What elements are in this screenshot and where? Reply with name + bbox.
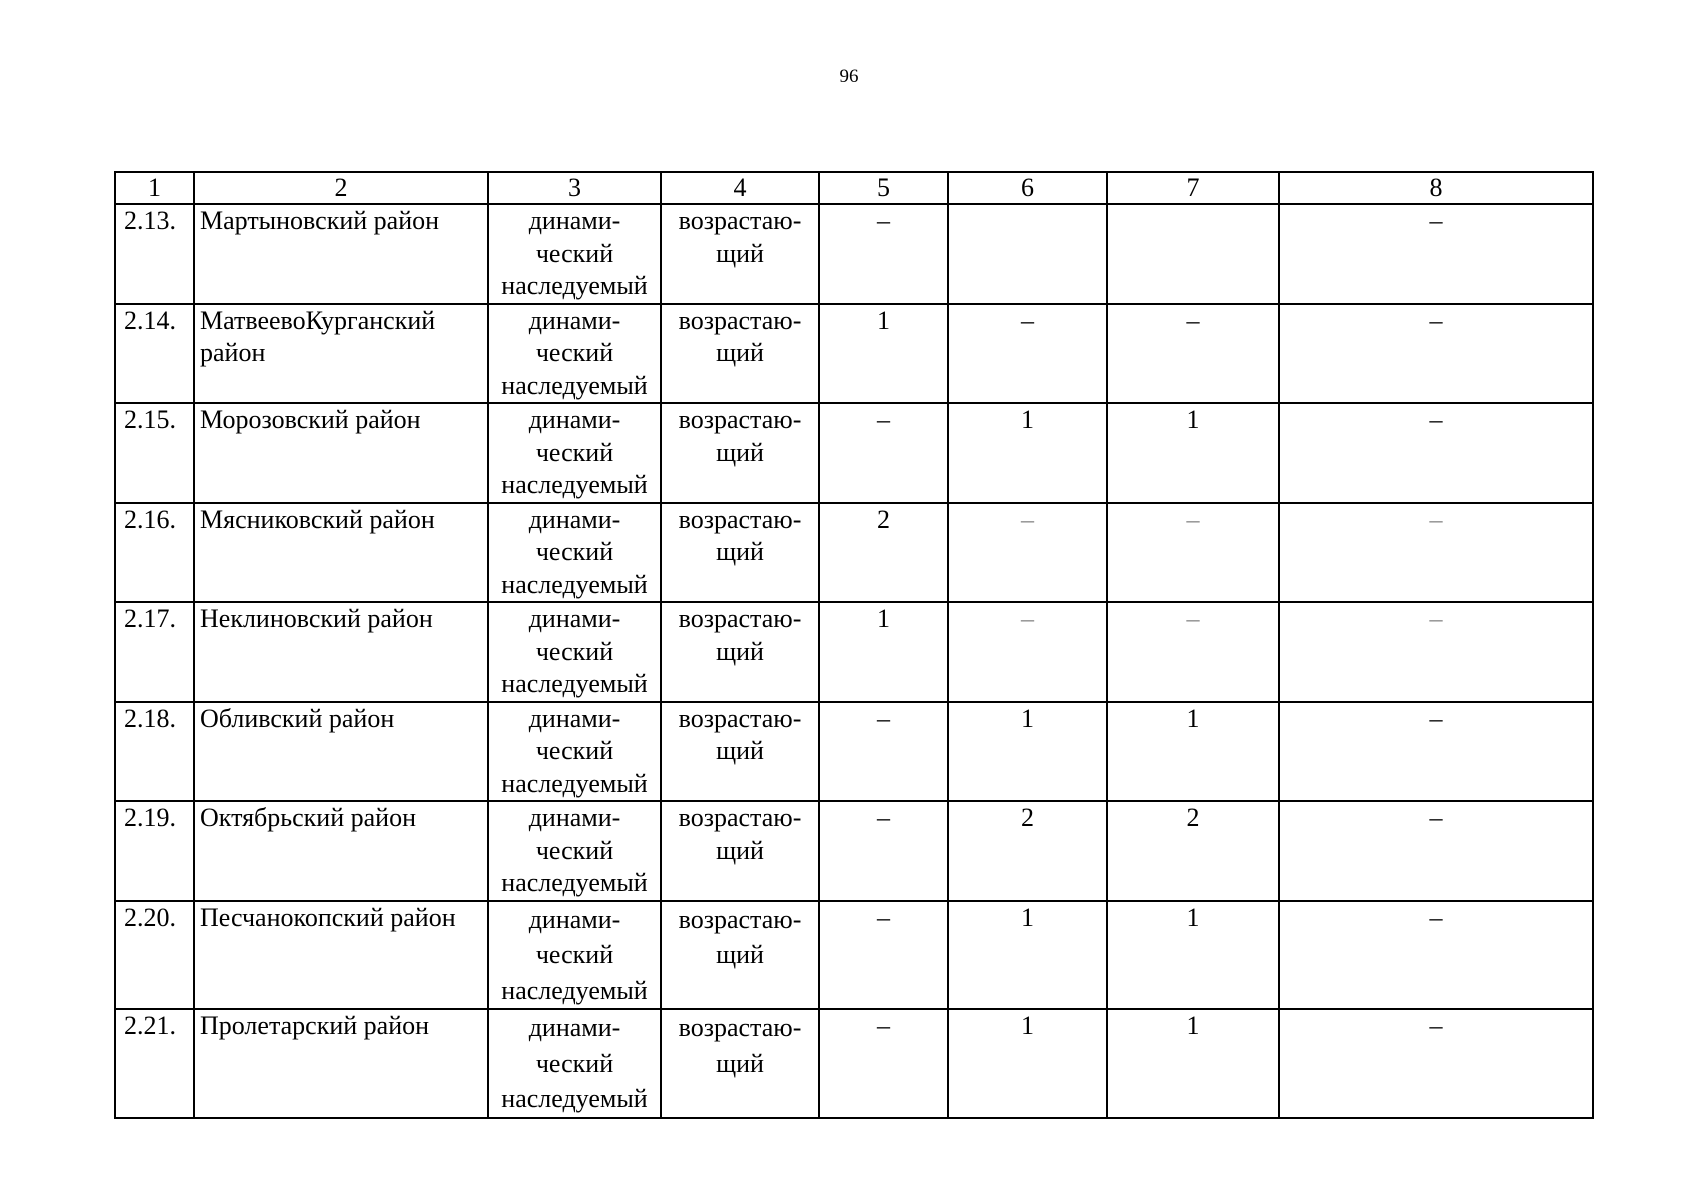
type-line: ческий [535,736,614,765]
column-header: 2 [194,172,488,204]
type-cell [488,1009,661,1118]
type-line: динами- [528,803,621,832]
trend-line: щий [716,835,764,865]
col6-value: – [948,602,1107,702]
type-cell [488,702,661,802]
col8-value: – [1279,204,1593,304]
table-row [115,602,1593,702]
trend-line: возрастаю- [678,405,802,434]
type-line: наследуемый [501,1084,648,1113]
col6-value [948,204,1107,304]
column-header: 1 [115,172,194,204]
data-table [114,171,1594,1119]
district-name: Мартыновский район [194,204,488,304]
district-name: Пролетарский район [194,1009,488,1118]
col8-value: – [1279,801,1593,901]
trend-line: возрастаю- [678,803,802,832]
col5-value: 1 [819,602,948,702]
type-line: ческий [535,940,614,969]
type-line: наследуемый [501,271,648,300]
col7-value: 2 [1107,801,1279,901]
col6-value: 1 [948,901,1107,1010]
row-number: 2.16. [115,503,194,603]
table-row [115,403,1593,503]
district-name: Морозовский район [194,403,488,503]
col6-value: 1 [948,1009,1107,1118]
trend-cell [661,204,819,304]
trend-line: щий [716,338,764,367]
col6-value: – [948,304,1107,404]
district-name: Песчанокопский район [194,901,488,1010]
table-row [115,801,1593,901]
col5-value: – [819,801,948,901]
type-line: динами- [528,305,621,335]
col8-value: – [1279,901,1593,1010]
type-cell [488,503,661,603]
column-header: 6 [948,172,1107,204]
type-line: динами- [528,703,621,733]
header-row [115,172,1593,204]
row-number: 2.14. [115,304,194,404]
trend-cell [661,602,819,702]
trend-cell [661,1009,819,1118]
table-row [115,901,1593,1010]
trend-line: щий [716,636,764,666]
col5-value: 1 [819,304,948,404]
trend-line: возрастаю- [678,703,802,733]
type-line: динами- [528,1013,621,1042]
type-line: ческий [535,238,614,268]
type-line: ческий [535,338,614,367]
col5-value: – [819,403,948,503]
district-name: Обливский район [194,702,488,802]
type-cell [488,602,661,702]
type-line: наследуемый [501,868,648,897]
col8-value: – [1279,1009,1593,1118]
row-number: 2.18. [115,702,194,802]
trend-line: щий [716,238,764,268]
column-header: 8 [1279,172,1593,204]
table-row [115,503,1593,603]
type-line: динами- [528,904,621,934]
trend-cell [661,801,819,901]
type-line: ческий [535,537,614,566]
row-number: 2.17. [115,602,194,702]
col6-value: 2 [948,801,1107,901]
type-line: ческий [535,835,614,865]
trend-line: щий [716,736,764,765]
col6-value: – [948,503,1107,603]
type-line: наследуемый [501,768,648,798]
col5-value: – [819,901,948,1010]
col7-value: 1 [1107,901,1279,1010]
column-header: 5 [819,172,948,204]
table-row [115,1009,1593,1118]
col7-value: – [1107,304,1279,404]
trend-cell [661,304,819,404]
page-number: 96 [839,66,859,87]
row-number: 2.13. [115,204,194,304]
trend-cell [661,403,819,503]
col6-value: 1 [948,403,1107,503]
district-name: Неклиновский район [194,602,488,702]
table-row [115,204,1593,304]
col7-value: – [1107,602,1279,702]
trend-cell [661,503,819,603]
col8-value: – [1279,602,1593,702]
table-row [115,702,1593,802]
column-header: 3 [488,172,661,204]
type-line: динами- [528,504,621,534]
col7-value [1107,204,1279,304]
col5-value: – [819,204,948,304]
col5-value: 2 [819,503,948,603]
type-line: наследуемый [501,470,648,499]
col7-value: 1 [1107,702,1279,802]
trend-line: щий [716,537,764,566]
type-line: наследуемый [501,669,648,698]
type-line: ческий [535,1048,614,1078]
type-cell [488,901,661,1010]
col5-value: – [819,702,948,802]
col7-value: – [1107,503,1279,603]
trend-line: возрастаю- [678,1013,802,1042]
trend-cell [661,901,819,1010]
row-number: 2.20. [115,901,194,1010]
type-line: ческий [535,437,614,467]
col6-value: 1 [948,702,1107,802]
type-cell [488,204,661,304]
table-row [115,304,1593,404]
col8-value: – [1279,503,1593,603]
district-name: Октябрьский район [194,801,488,901]
trend-line: щий [716,437,764,467]
col7-value: 1 [1107,1009,1279,1118]
type-line: наследуемый [501,975,648,1005]
trend-line: возрастаю- [678,904,802,934]
type-cell [488,403,661,503]
type-line: наследуемый [501,370,648,400]
column-header: 4 [661,172,819,204]
trend-line: возрастаю- [678,305,802,335]
type-cell [488,801,661,901]
type-line: наследуемый [501,569,648,599]
trend-line: щий [716,940,764,969]
type-cell [488,304,661,404]
trend-line: щий [716,1048,764,1078]
col5-value: – [819,1009,948,1118]
col8-value: – [1279,304,1593,404]
column-header: 7 [1107,172,1279,204]
trend-line: возрастаю- [678,206,802,235]
type-line: динами- [528,206,621,235]
type-line: ческий [535,636,614,666]
district-name: МатвеевоКурганский район [194,304,488,404]
col8-value: – [1279,702,1593,802]
district-name: Мясниковский район [194,503,488,603]
trend-cell [661,702,819,802]
row-number: 2.15. [115,403,194,503]
col7-value: 1 [1107,403,1279,503]
trend-line: возрастаю- [678,504,802,534]
col8-value: – [1279,403,1593,503]
row-number: 2.19. [115,801,194,901]
type-line: динами- [528,405,621,434]
type-line: динами- [528,604,621,633]
trend-line: возрастаю- [678,604,802,633]
row-number: 2.21. [115,1009,194,1118]
